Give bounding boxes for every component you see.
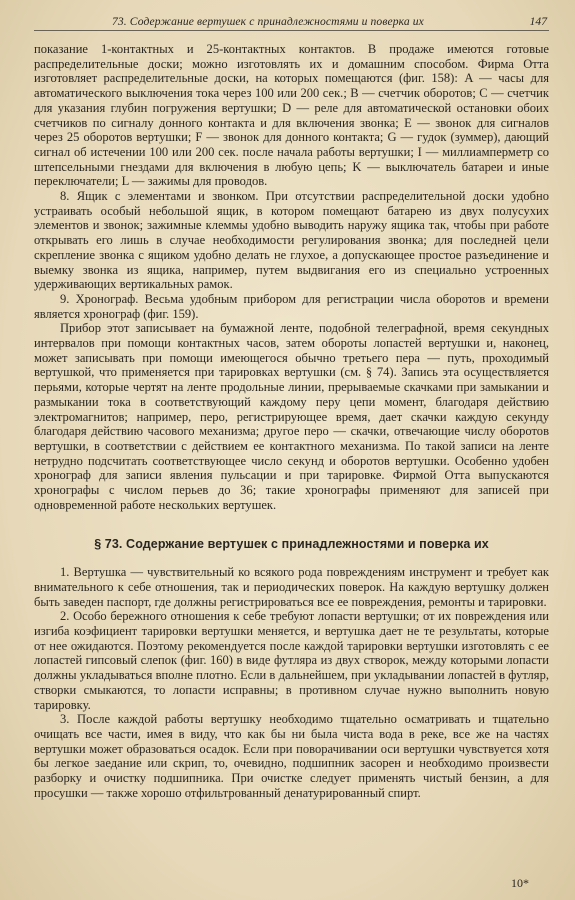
section-heading: § 73. Содержание вертушек с принадлежностями и поверка их	[94, 536, 489, 551]
paragraph-continuation: показание 1-контактных и 25-контактных контактов. В продаже имеются готовые распределительные доски; можно изготовлять их и домашним способом. Фирма Отта изготовляет распределительные доски, на которых помещаются (фиг. 158): A — часы для автоматического выключения тока через 100 или 200 сек.; B — счетчик оборотов; C — счетчик для указания глубин погружения вертушки; D — реле для автоматической остановки обоих счетчиков по сигналу донного контакта и для включения звонка; E — звонок для сигналов через 25 оборотов вертушки; F — звонок для донного контакта; G — гудок (зуммер), дающий сигнал об истечении 100 или 200 сек. после начала работы вертушки; I — миллиамперметр со штепсельными гнездами для включения в любую цепь; K — выключатель батареи и иные переключатели; L — зажимы для проводов.	[34, 42, 549, 189]
page-number: 147	[529, 15, 547, 28]
paragraph-item-9: 9. Хронограф. Весьма удобным прибором для регистрации числа оборотов и времени является хронограф (фиг. 159).	[34, 291, 549, 321]
page-body	[34, 42, 549, 800]
running-header	[34, 10, 549, 31]
paragraph-section-3: 3. После каждой работы вертушку необходимо тщательно осматривать и тщательно очищать все части, имея в виду, что как бы ни была чиста вода в реке, все же на частях вертушки может образоваться осадок. Если при поворачивании оси вертушки чувствуется хотя бы легкое заедание или скрип, то, очевидно, подшипник засорен и необходимо произвести разборку и очистку подшипника. При очистке следует применять чистый бензин, а для просушки — также хорошо отфильтрованный денатурированный спирт.	[34, 712, 549, 800]
paragraph-section-2: 2. Особо бережного отношения к себе требуют лопасти вертушки; от их повреждения или изгиба коэфициент тарировки вертушки меняется, и вертушка дает не те результаты, которые от нее ожидаются. Поэтому рекомендуется после каждой тарировки вертушки изготовлять с ее лопастей гипсовый слепок (фиг. 160) в виде футляра из двух створок, между которыми лопасти должны укладываться вполне плотно. Если в дальнейшем, при укладывании лопастей в футляр, створки смыкаются, то лопасти исправны; в противном случае нужно выполнить новую тарировку.	[34, 609, 549, 712]
running-header-title: 73. Содержание вертушек с принадлежностями и поверка их	[112, 15, 424, 28]
paragraph-section-1: 1. Вертушка — чувствительный ко всякого рода повреждениям инструмент и требует как внимательного к себе отношения, так и периодических поверок. На каждую вертушку должен быть заведен паспорт, где должны регистрироваться все ее повреждения, ремонты и тарировки.	[34, 565, 549, 609]
paragraph-item-8: 8. Ящик с элементами и звонком. При отсутствии распределительной доски удобно устраивать особый небольшой ящик, в котором помещают батарею из двух полусухих элементов и звонок; зажимные клеммы удобно выводить наружу ящика так, чтобы при работе открывать его лишь в случае необходимости регулирования звонка; для последней цели скрепление звонка с ящиком удобно делать не глухое, а допускающее простое разъединение и выемку звонка из ящика, например, путем выдвигания его из специально устроенных удерживающих вертикальных рамок.	[34, 189, 549, 292]
signature-mark: 10*	[511, 876, 529, 890]
paragraph-chronograph: Прибор этот записывает на бумажной ленте, подобной телеграфной, время секундных интервалов при помощи контактных часов, затем обороты лопастей вертушки и, наконец, может записывать при помощи имеющегося обычно третьего пера — путь, проходимый вертушкой, что применяется при тарировках вертушки (см. § 74). Запись эта осуществляется перьями, которые чертят на ленте продольные линии, прерываемые скачками при замыкании и размыкании тока в соответствующий каждому перу цепи момент, благодаря действию электромагнитов; например, перо, регистрирующее время, дает скачки каждую секунду благодаря действию часового механизма; другое перо — скачки, отвечающие числу оборотов вертушки, в соответствии с действием ее контактного механизма. По такой записи на ленте нетрудно подсчитать соответствующее число секунд и оборотов вертушки. Особенно удобен хронограф для записи явления пульсации и при тарировке. Фирмой Отта выпускаются хронографы с числом перьев до 36; такие хронографы применяют для записей при одновременной работе нескольких вертушек.	[34, 321, 549, 512]
